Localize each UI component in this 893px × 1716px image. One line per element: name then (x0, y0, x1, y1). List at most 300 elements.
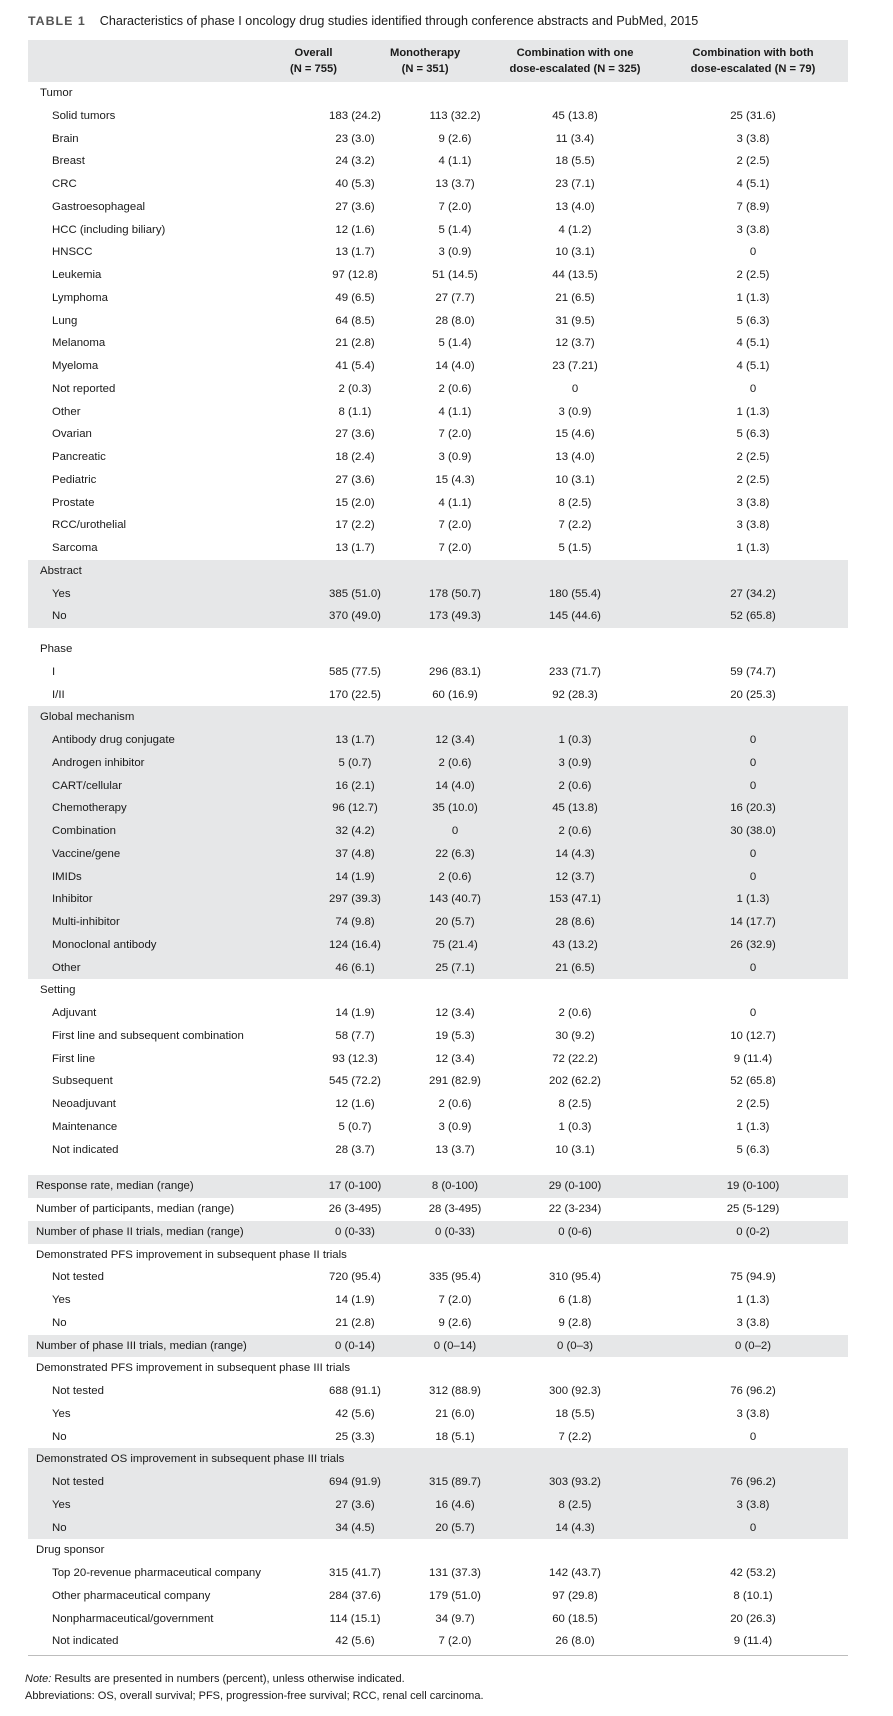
cell-value: 0 (749, 1007, 757, 1019)
cell-value: 42 (5.6) (335, 1407, 375, 1420)
cell-value: 0 (0–14) (433, 1339, 477, 1352)
row-label: No (52, 1430, 67, 1443)
cell-value: 46 (6.1) (335, 961, 375, 974)
cell-value: 12 (3.4) (435, 1052, 475, 1065)
table-row (28, 1426, 848, 1449)
cell-value: 27 (3.6) (335, 200, 375, 213)
cell-value: 10 (3.1) (555, 1143, 595, 1156)
table-row (28, 401, 848, 424)
table-row (28, 446, 848, 469)
cell-value: 180 (55.4) (549, 587, 601, 600)
row-gap (28, 628, 848, 638)
cell-value: 1 (1.3) (736, 1120, 770, 1133)
cell-value: 6 (1.8) (558, 1294, 592, 1306)
table-row (28, 957, 848, 980)
table-row (28, 1335, 848, 1358)
row-label: Demonstrated PFS improvement in subsequent phase III trials (36, 1362, 351, 1375)
table-row (28, 1608, 848, 1631)
table-row (28, 866, 848, 889)
cell-value: 20 (25.3) (730, 688, 776, 701)
cell-value: 3 (0.9) (558, 756, 592, 769)
cell-value: 10 (3.1) (555, 473, 595, 486)
cell-value: 1 (0.3) (558, 1120, 592, 1133)
table-row (28, 492, 848, 515)
cell-value: 16 (4.6) (435, 1498, 475, 1511)
table-body (28, 82, 848, 1653)
row-label: No (52, 1316, 67, 1329)
row-label: Top 20-revenue pharmaceutical company (52, 1567, 261, 1579)
cell-value: 303 (93.2) (549, 1476, 601, 1488)
cell-value: 76 (96.2) (730, 1476, 776, 1488)
cell-value: 96 (12.7) (332, 802, 378, 815)
row-label: Sarcoma (52, 542, 98, 554)
cell-value: 13 (4.0) (555, 200, 595, 213)
cell-value: 21 (6.5) (555, 291, 595, 304)
cell-value: 688 (91.1) (329, 1385, 381, 1397)
cell-value: 59 (74.7) (730, 665, 776, 678)
cell-value: 0 (0-33) (435, 1225, 475, 1238)
cell-value: 4 (1.1) (438, 496, 472, 509)
cell-value: 42 (5.6) (335, 1635, 375, 1648)
cell-value: 26 (8.0) (555, 1635, 595, 1648)
cell-value: 5 (0.7) (338, 756, 372, 769)
cell-value: 170 (22.5) (329, 688, 381, 701)
cell-value: 0 (749, 734, 757, 746)
cell-value: 58 (7.7) (335, 1029, 375, 1042)
cell-value: 15 (2.0) (335, 496, 375, 509)
row-label: HNSCC (52, 246, 93, 259)
cell-value: 284 (37.6) (329, 1589, 381, 1602)
row-label: Number of phase II trials, median (range) (36, 1225, 244, 1238)
cell-value: 2 (2.5) (736, 269, 770, 281)
row-label: Pancreatic (52, 451, 106, 463)
row-label: Combination (52, 825, 116, 837)
row-label: Pediatric (52, 473, 97, 486)
table-row (28, 1494, 848, 1517)
row-label: CRC (52, 178, 77, 190)
cell-value: 720 (95.4) (329, 1271, 381, 1284)
cell-value: 202 (62.2) (549, 1075, 601, 1088)
cell-value: 2 (0.6) (558, 779, 592, 792)
cell-value: 178 (50.7) (429, 587, 481, 600)
row-label: Not indicated (52, 1635, 119, 1648)
cell-value: 143 (40.7) (429, 893, 481, 906)
cell-value: 7 (2.0) (438, 200, 472, 213)
section-row (28, 706, 848, 729)
cell-value: 21 (2.8) (335, 1316, 375, 1329)
cell-value: 20 (5.7) (435, 916, 475, 928)
table-row (28, 661, 848, 684)
cell-value: 12 (3.7) (555, 870, 595, 883)
cell-value: 97 (12.8) (332, 269, 378, 281)
table-row (28, 1517, 848, 1540)
cell-value: 2 (2.5) (736, 451, 770, 463)
header-combination-both: Combination with both dose-escalated (N = 79) (690, 47, 816, 75)
row-label: Brain (52, 132, 79, 145)
cell-value: 1 (1.3) (736, 291, 770, 304)
cell-value: 14 (1.9) (335, 870, 375, 883)
row-label: I (52, 665, 56, 678)
row-label: Vaccine/gene (52, 847, 121, 860)
cell-value: 13 (3.7) (435, 1143, 475, 1156)
cell-value: 10 (3.1) (555, 246, 595, 259)
table-row (28, 1070, 848, 1093)
cell-value: 15 (4.6) (555, 428, 595, 441)
table-row (28, 105, 848, 128)
cell-value: 21 (6.5) (555, 961, 595, 974)
cell-value: 20 (26.3) (730, 1612, 776, 1625)
cell-value: 74 (9.8) (335, 916, 375, 928)
cell-value: 8 (0-100) (431, 1180, 479, 1193)
cell-value: 3 (0.9) (558, 405, 592, 418)
cell-value: 12 (3.4) (435, 1007, 475, 1019)
cell-value: 0 (749, 961, 757, 974)
cell-value: 183 (24.2) (329, 109, 381, 122)
row-label: Breast (52, 155, 85, 168)
row-label: Neoadjuvant (52, 1098, 116, 1110)
cell-value: 27 (34.2) (730, 587, 776, 600)
table-row (28, 1312, 848, 1335)
row-label: Androgen inhibitor (52, 756, 145, 769)
cell-value: 76 (96.2) (730, 1385, 776, 1397)
row-label: Antibody drug conjugate (52, 734, 175, 746)
cell-value: 312 (88.9) (429, 1385, 481, 1397)
cell-value: 3 (3.8) (736, 1316, 770, 1329)
cell-value: 20 (5.7) (435, 1521, 475, 1534)
cell-value: 14 (4.3) (555, 847, 595, 860)
row-label: Nonpharmaceutical/government (52, 1612, 214, 1625)
cell-value: 30 (9.2) (555, 1029, 595, 1042)
row-label: Phase (40, 643, 73, 655)
table-row (28, 1093, 848, 1116)
cell-value: 28 (3.7) (335, 1143, 375, 1156)
cell-value: 92 (28.3) (552, 688, 598, 701)
row-label: Prostate (52, 496, 95, 509)
cell-value: 7 (2.0) (438, 428, 472, 441)
table-label: TABLE 1 (28, 14, 86, 28)
cell-value: 0 (749, 847, 757, 860)
table-row (28, 537, 848, 560)
cell-value: 75 (21.4) (432, 938, 478, 951)
table-row (28, 843, 848, 866)
cell-value: 97 (29.8) (552, 1589, 598, 1602)
row-label: IMIDs (52, 870, 82, 883)
table-row (28, 1139, 848, 1162)
row-label: Other pharmaceutical company (52, 1589, 211, 1602)
cell-value: 31 (9.5) (555, 314, 595, 327)
cell-value: 75 (94.9) (730, 1271, 776, 1284)
row-label: Monoclonal antibody (52, 938, 157, 951)
cell-value: 7 (2.0) (438, 519, 472, 532)
cell-value: 18 (5.1) (435, 1430, 475, 1443)
row-label: Not tested (52, 1271, 104, 1284)
cell-value: 8 (1.1) (338, 405, 372, 418)
cell-value: 291 (82.9) (429, 1075, 481, 1088)
table-row (28, 1630, 848, 1653)
cell-value: 310 (95.4) (549, 1271, 601, 1284)
row-label: CART/cellular (52, 779, 123, 792)
table-row (28, 128, 848, 151)
cell-value: 0 (571, 382, 579, 395)
table-row (28, 1175, 848, 1198)
row-label: I/II (52, 688, 65, 701)
cell-value: 18 (5.5) (555, 155, 595, 168)
table-header (28, 40, 848, 82)
row-label: Inhibitor (52, 893, 93, 906)
cell-value: 28 (3-495) (428, 1203, 482, 1215)
cell-value: 0 (0–2) (734, 1339, 772, 1352)
cell-value: 9 (2.6) (438, 132, 472, 145)
header-combination-one: Combination with one dose-escalated (N = 325) (509, 47, 641, 75)
cell-value: 13 (4.0) (555, 451, 595, 463)
cell-value: 21 (2.8) (335, 337, 375, 350)
cell-value: 42 (53.2) (730, 1567, 776, 1579)
cell-value: 4 (5.1) (736, 360, 770, 372)
cell-value: 5 (6.3) (736, 1143, 770, 1156)
table-row (28, 1403, 848, 1426)
cell-value: 52 (65.8) (730, 1075, 776, 1088)
cell-value: 27 (3.6) (335, 428, 375, 441)
cell-value: 1 (1.3) (736, 893, 770, 906)
table-row (28, 355, 848, 378)
row-label: Number of participants, median (range) (36, 1203, 235, 1215)
table-row (28, 1221, 848, 1244)
cell-value: 0 (0-33) (335, 1225, 375, 1238)
row-label: Multi-inhibitor (52, 916, 120, 928)
cell-value: 19 (5.3) (435, 1029, 475, 1042)
cell-value: 45 (13.8) (552, 802, 598, 815)
cell-value: 0 (749, 756, 757, 769)
cell-value: 3 (0.9) (438, 246, 472, 259)
cell-value: 3 (0.9) (438, 451, 472, 463)
cell-value: 23 (3.0) (335, 132, 375, 145)
cell-value: 2 (0.6) (558, 1007, 592, 1019)
cell-value: 28 (8.0) (435, 314, 475, 327)
cell-value: 19 (0-100) (726, 1180, 780, 1193)
cell-value: 14 (17.7) (730, 916, 776, 928)
cell-value: 15 (4.3) (435, 473, 475, 486)
characteristics-table (28, 40, 848, 1656)
cell-value: 13 (1.7) (335, 734, 375, 746)
cell-value: 3 (3.8) (736, 519, 770, 532)
cell-value: 27 (3.6) (335, 1498, 375, 1511)
cell-value: 12 (3.7) (555, 337, 595, 350)
table-row (28, 173, 848, 196)
row-label: Demonstrated OS improvement in subsequent phase III trials (36, 1453, 345, 1466)
note-line: Note: Results are presented in numbers (percent), unless otherwise indicated. (25, 1673, 405, 1685)
table-row (28, 1025, 848, 1048)
table-row (28, 264, 848, 287)
cell-value: 4 (1.1) (438, 405, 472, 418)
cell-value: 51 (14.5) (432, 269, 478, 281)
abbreviations-line: Abbreviations: OS, overall survival; PFS, progression-free survival; RCC, renal cell carcinoma. (25, 1690, 484, 1702)
cell-value: 3 (0.9) (438, 1120, 472, 1133)
table-row (28, 241, 848, 264)
cell-value: 300 (92.3) (549, 1385, 601, 1397)
cell-value: 5 (1.4) (438, 337, 472, 350)
cell-value: 179 (51.0) (429, 1589, 481, 1602)
cell-value: 3 (3.8) (736, 223, 770, 236)
row-label: RCC/urothelial (52, 519, 127, 532)
table-row (28, 1116, 848, 1139)
table-row (28, 1048, 848, 1071)
row-label: Number of phase III trials, median (range) (36, 1339, 247, 1352)
row-label: Myeloma (52, 360, 99, 372)
cell-value: 5 (6.3) (736, 428, 770, 441)
section-row (28, 560, 848, 583)
row-label: Maintenance (52, 1120, 118, 1133)
table-row (28, 1585, 848, 1608)
cell-value: 72 (22.2) (552, 1052, 598, 1065)
cell-value: 41 (5.4) (335, 360, 375, 372)
cell-value: 9 (2.6) (438, 1316, 472, 1329)
header-monotherapy: Monotherapy (N = 351) (390, 47, 461, 75)
cell-value: 7 (2.0) (438, 1635, 472, 1648)
cell-value: 26 (32.9) (730, 938, 776, 951)
cell-value: 7 (2.0) (438, 1294, 472, 1306)
row-gap (28, 1161, 848, 1175)
cell-value: 0 (749, 779, 757, 792)
cell-value: 0 (749, 382, 757, 395)
cell-value: 35 (10.0) (432, 802, 478, 815)
cell-value: 2 (0.6) (438, 1098, 472, 1110)
cell-value: 29 (0-100) (548, 1180, 602, 1193)
row-label: Not reported (52, 382, 116, 395)
cell-value: 25 (3.3) (335, 1430, 375, 1443)
cell-value: 233 (71.7) (549, 665, 601, 678)
cell-value: 27 (3.6) (335, 473, 375, 486)
table-row (28, 605, 848, 628)
row-label: Melanoma (52, 337, 106, 350)
table-row (28, 219, 848, 242)
table-bottom-rule (28, 1655, 848, 1656)
table-row (28, 1002, 848, 1025)
cell-value: 315 (89.7) (429, 1476, 481, 1488)
cell-value: 2 (0.6) (438, 870, 472, 883)
table-row (28, 423, 848, 446)
table-row (28, 378, 848, 401)
row-label: Lymphoma (52, 291, 108, 304)
table-row (28, 752, 848, 775)
cell-value: 145 (44.6) (549, 610, 601, 623)
cell-value: 4 (5.1) (736, 337, 770, 350)
cell-value: 3 (3.8) (736, 1407, 770, 1420)
cell-value: 0 (0-6) (558, 1225, 592, 1238)
table-row (28, 1357, 848, 1380)
cell-value: 34 (9.7) (435, 1612, 475, 1625)
cell-value: 16 (20.3) (730, 802, 776, 815)
table-row (28, 469, 848, 492)
cell-value: 9 (2.8) (558, 1316, 592, 1329)
cell-value: 173 (49.3) (429, 610, 481, 623)
table-row (28, 1380, 848, 1403)
cell-value: 11 (3.4) (555, 132, 595, 145)
row-label: Abstract (40, 564, 82, 577)
cell-value: 24 (3.2) (335, 155, 375, 168)
cell-value: 3 (3.8) (736, 496, 770, 509)
cell-value: 8 (10.1) (733, 1589, 773, 1602)
cell-value: 335 (95.4) (429, 1271, 481, 1284)
cell-value: 8 (2.5) (558, 496, 592, 509)
row-label: HCC (including biliary) (52, 223, 166, 236)
row-label: Chemotherapy (52, 802, 127, 815)
cell-value: 4 (1.2) (558, 223, 592, 236)
row-label: Adjuvant (52, 1007, 97, 1019)
cell-value: 153 (47.1) (549, 893, 601, 906)
cell-value: 545 (72.2) (329, 1075, 381, 1088)
cell-value: 142 (43.7) (549, 1567, 601, 1579)
cell-value: 25 (7.1) (435, 961, 475, 974)
cell-value: 13 (1.7) (335, 246, 375, 259)
cell-value: 5 (1.5) (558, 542, 592, 554)
table-row (28, 1448, 848, 1471)
cell-value: 0 (451, 825, 459, 837)
cell-value: 27 (7.7) (435, 291, 475, 304)
table-notes (25, 1671, 484, 1705)
cell-value: 0 (0-2) (736, 1225, 770, 1238)
row-label: Demonstrated PFS improvement in subsequent phase II trials (36, 1248, 347, 1261)
cell-value: 17 (2.2) (335, 519, 375, 532)
cell-value: 21 (6.0) (435, 1407, 475, 1420)
row-label: Yes (52, 1498, 71, 1511)
cell-value: 3 (3.8) (736, 132, 770, 145)
table-row (28, 514, 848, 537)
cell-value: 3 (3.8) (736, 1498, 770, 1511)
table-row (28, 1471, 848, 1494)
cell-value: 25 (5-129) (726, 1203, 780, 1215)
row-label: First line (52, 1052, 96, 1065)
cell-value: 8 (2.5) (558, 1098, 592, 1110)
cell-value: 0 (749, 1430, 757, 1443)
table-row (28, 797, 848, 820)
row-label: Other (52, 961, 81, 974)
cell-value: 370 (49.0) (329, 610, 381, 623)
cell-value: 14 (1.9) (335, 1007, 375, 1019)
cell-value: 0 (0-14) (335, 1339, 375, 1352)
table-row (28, 911, 848, 934)
cell-value: 585 (77.5) (329, 665, 381, 678)
row-label: Leukemia (52, 269, 102, 281)
table-title: Characteristics of phase I oncology drug studies identified through conference abstracts and PubMed, 2015 (99, 14, 699, 28)
cell-value: 4 (1.1) (438, 155, 472, 168)
cell-value: 124 (16.4) (329, 938, 381, 951)
cell-value: 9 (11.4) (733, 1635, 773, 1648)
cell-value: 0 (749, 246, 757, 259)
row-label: Subsequent (52, 1075, 113, 1088)
table-row (28, 934, 848, 957)
cell-value: 93 (12.3) (332, 1052, 378, 1065)
cell-value: 0 (749, 1521, 757, 1534)
row-label: Setting (40, 984, 76, 997)
table-row (28, 820, 848, 843)
cell-value: 22 (6.3) (435, 847, 475, 860)
header-overall: Overall (N = 755) (290, 47, 337, 75)
row-label: Response rate, median (range) (36, 1180, 194, 1193)
cell-value: 14 (1.9) (335, 1294, 375, 1306)
table-row (28, 332, 848, 355)
cell-value: 5 (6.3) (736, 314, 770, 327)
row-label: Yes (52, 587, 71, 600)
cell-value: 64 (8.5) (335, 314, 375, 327)
row-label: Lung (52, 314, 78, 327)
cell-value: 43 (13.2) (552, 938, 598, 951)
cell-value: 5 (0.7) (338, 1120, 372, 1133)
cell-value: 1 (1.3) (736, 405, 770, 418)
row-label: Not tested (52, 1476, 104, 1488)
row-label: Drug sponsor (36, 1544, 105, 1557)
row-label: Not tested (52, 1385, 104, 1397)
cell-value: 297 (39.3) (329, 893, 381, 906)
